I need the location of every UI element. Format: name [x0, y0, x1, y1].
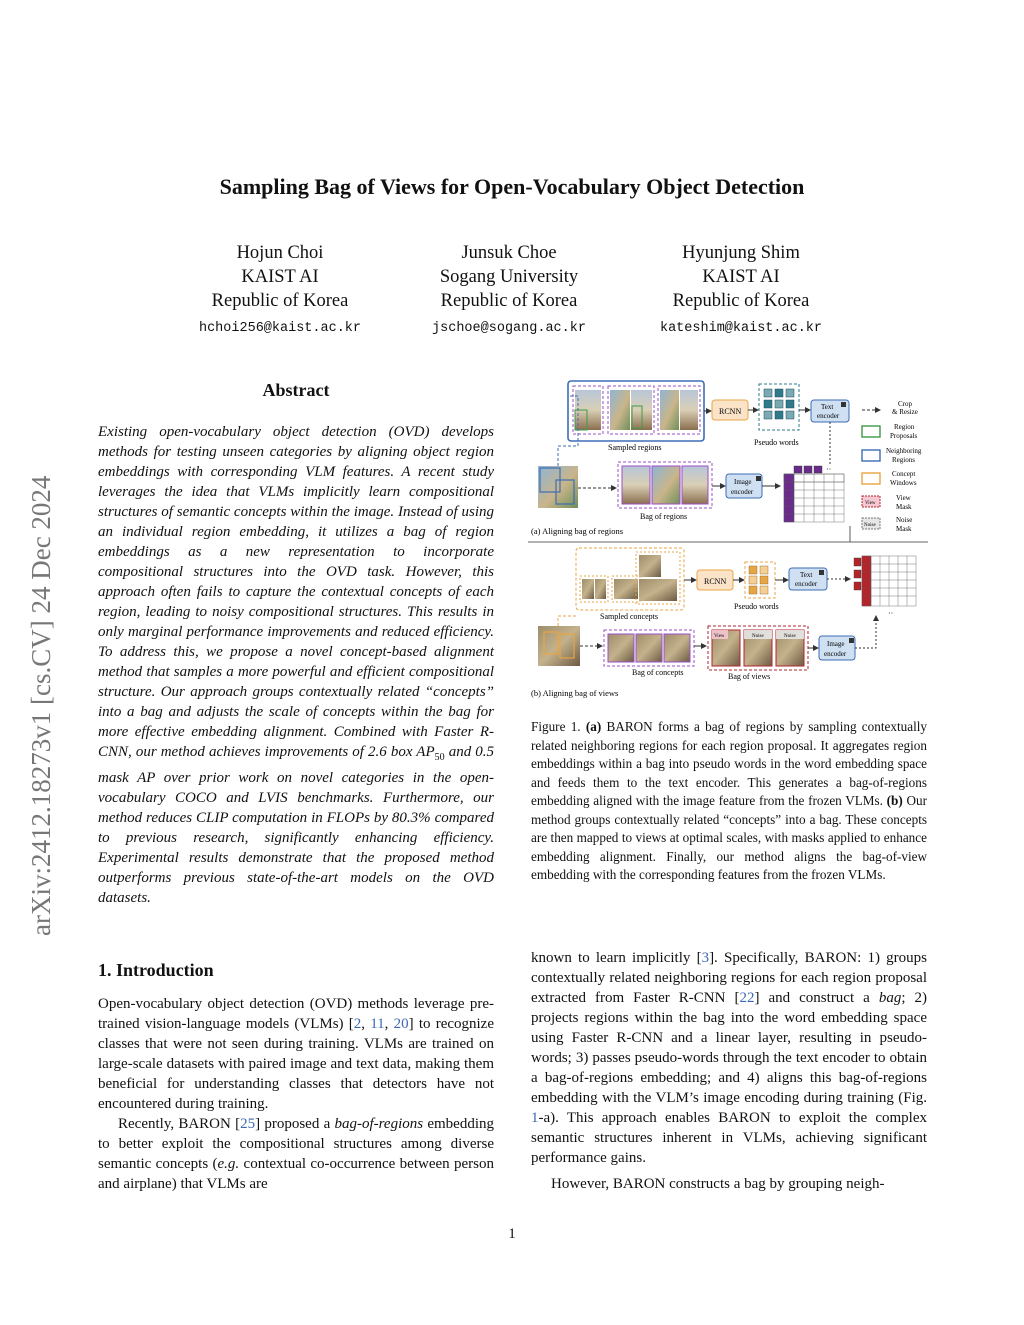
- ap-subscript: 50: [434, 752, 445, 763]
- abstract-heading: Abstract: [262, 380, 330, 400]
- label: RCNN: [719, 407, 742, 416]
- input-image: [538, 466, 578, 508]
- figure-caption: [531, 718, 927, 885]
- paragraph: [531, 948, 927, 1168]
- paragraph: However, BARON constructs a bag by grouping neigh-: [551, 1176, 885, 1192]
- label: encoder: [824, 650, 847, 658]
- text-run: ] to recognize classes that were not seen during training. VLMs are trained on large-scale datasets with paired image and text data, making them beneficial for understanding classes that detectors have not encountered during training.: [98, 1016, 494, 1112]
- legend-label: Mask: [896, 525, 912, 533]
- page-number: 1: [508, 1226, 516, 1242]
- label: Pseudo words: [734, 602, 779, 611]
- figure-link[interactable]: 1: [531, 1110, 539, 1126]
- label: encoder: [795, 580, 818, 588]
- author-email[interactable]: jschoe@sogang.ac.kr: [432, 321, 586, 336]
- text-run: ] and construct a: [754, 990, 879, 1006]
- paragraph: [98, 994, 494, 1114]
- text-run: ; 2) projects regions within the bag into the word embedding space using Faster R-CNN and a linear layer, resulting in pseudo-words; 3) passes pseudo-words through the text encoder to obtain a bag-of-regions embedding; and 4) aligns this bag-of-regions embedding with the VLM’s image encoding during training (Fig.: [531, 990, 927, 1106]
- author-email[interactable]: kateshim@kaist.ac.kr: [659, 321, 823, 336]
- region-image: [680, 390, 698, 430]
- legend-label: View: [896, 494, 911, 502]
- label: encoder: [731, 488, 754, 496]
- author-country: Republic of Korea: [440, 291, 578, 311]
- intro-left-column: [98, 994, 494, 1194]
- label: Text: [821, 403, 834, 411]
- alignment-matrix: [784, 474, 844, 522]
- citation-link[interactable]: 2: [353, 1016, 362, 1032]
- legend-label: Noise: [864, 523, 876, 528]
- text-run: ]. Specifically, BARON: 1) groups contextually related neighboring regions for each region proposal extracted from Faster R-CNN [: [531, 950, 927, 1006]
- author-country: Republic of Korea: [211, 291, 349, 311]
- text-run: contextual co-occurrence between person and airplane) that VLMs are: [98, 1156, 494, 1192]
- text-run: embedding to better exploit the compositional structures among diverse semantic concepts (: [98, 1116, 494, 1172]
- region-image: [660, 390, 679, 430]
- text-run: Open-vocabulary object detection (OVD) methods leverage pre-trained vision-language models (VLMs) [: [98, 996, 494, 1032]
- text-run: -a). This approach enables BARON to exploit the complex semantic structures inherent in VLMs, achieving significant performance gains.: [531, 1110, 927, 1166]
- legend-label: Concept: [892, 470, 916, 478]
- lock-icon: [849, 638, 854, 643]
- author-block: [591, 241, 891, 341]
- caption-text: Our method groups contextually related “concepts” into a bag. These concepts are then mapped to views at optimal scales, with masks applied to enhance embedding alignment. Finally, our method aligns the bag-of-view embedding with the corresponding features from the frozen VLMs.: [531, 793, 927, 882]
- subfigure-label: (a) Aligning bag of regions: [531, 526, 624, 536]
- label: Noise: [752, 634, 764, 639]
- author-country: Republic of Korea: [672, 291, 810, 311]
- abstract-text: [98, 422, 494, 908]
- text-run: ,: [361, 1016, 371, 1032]
- caption-part-marker: (a): [585, 719, 602, 734]
- legend-label: Noise: [896, 516, 913, 524]
- caption-label: Figure 1.: [531, 719, 586, 734]
- legend: [862, 400, 922, 533]
- label: Sampled regions: [608, 443, 662, 452]
- legend-label: Regions: [892, 456, 915, 464]
- label: RCNN: [704, 577, 727, 586]
- legend-label: Mask: [896, 503, 912, 511]
- author-email[interactable]: hchoi256@kaist.ac.kr: [198, 321, 362, 336]
- emphasis: e.g.: [217, 1156, 240, 1172]
- label: Sampled concepts: [600, 612, 658, 621]
- text-run: known to learn implicitly [: [531, 950, 702, 966]
- label: Bag of regions: [640, 512, 688, 521]
- label: Noise: [784, 634, 796, 639]
- label: View: [714, 634, 725, 639]
- abstract-part-2: and 0.5 mask AP over prior work on novel categories in the open-vocabulary COCO and LVIS benchmarks. Furthermore, our method reduces CLIP computation in FLOPs by 80.3% compared to previous research, significantly enhancing efficiency. Experimental results demonstrate that the proposed method outperforms previous state-of-the-art models on the OVD datasets.: [98, 744, 494, 906]
- legend-label: Windows: [890, 479, 917, 487]
- legend-label: Crop: [898, 400, 912, 408]
- label: encoder: [817, 412, 840, 420]
- text-run: ] proposed a: [255, 1116, 335, 1132]
- author-name: Junsuk Choe: [461, 243, 557, 263]
- legend-label: Proposals: [890, 432, 918, 440]
- lock-icon: [841, 402, 846, 407]
- label: Text: [800, 571, 813, 579]
- author-name: Hyunjung Shim: [682, 243, 800, 263]
- citation-link[interactable]: 25: [240, 1116, 256, 1132]
- legend-label: Neighboring: [886, 447, 922, 455]
- citation-link[interactable]: 3: [701, 950, 710, 966]
- label: Pseudo words: [754, 438, 799, 447]
- author-affiliation: Sogang University: [439, 267, 579, 287]
- lock-icon: [756, 476, 761, 481]
- figure-1: [528, 376, 928, 706]
- citation-link[interactable]: 22: [739, 990, 755, 1006]
- text-run: ,: [384, 1016, 394, 1032]
- lock-icon: [819, 570, 824, 575]
- label: Image: [827, 640, 845, 648]
- svg-text:··: ··: [888, 609, 894, 618]
- region-image: [610, 390, 630, 430]
- legend-label: View: [865, 501, 876, 506]
- author-affiliation: KAIST AI: [241, 267, 319, 287]
- subfigure-label: (b) Aligning bag of views: [531, 688, 619, 698]
- paper-title: Sampling Bag of Views for Open-Vocabulary Object Detection: [219, 174, 805, 199]
- text-run: Recently, BARON [: [118, 1116, 241, 1132]
- author-name: Hojun Choi: [236, 243, 324, 263]
- citation-link[interactable]: 20: [393, 1016, 409, 1032]
- author-affiliation: KAIST AI: [702, 267, 780, 287]
- legend-label: & Resize: [892, 408, 918, 416]
- legend-label: Region: [894, 423, 915, 431]
- label: ··: [826, 465, 832, 474]
- emphasis: bag: [878, 990, 902, 1006]
- alignment-matrix: [862, 556, 916, 606]
- paragraph: [98, 1114, 494, 1194]
- arxiv-stamp[interactable]: [22, 350, 58, 940]
- intro-right-column: [531, 948, 927, 1194]
- label: Bag of concepts: [632, 668, 684, 677]
- caption-part-marker: (b): [886, 793, 903, 808]
- caption-text: BARON forms a bag of regions by sampling contextually related neighboring regions for each region proposal. It aggregates region embeddings within a bag into pseudo words in the word embedding space and feeds them to the text encoder. This generates a bag-of-regions embedding aligned with the image feature from the frozen VLMs.: [531, 719, 927, 808]
- label: Bag of views: [728, 672, 771, 681]
- label: Image: [734, 478, 752, 486]
- abstract-part-1: Existing open-vocabulary object detection (OVD) develops methods for testing unseen categories by aligning object region embeddings with corresponding VLM features. A recent study leverages the idea that VLMs implicitly learn compositional structures of semantic concepts within the image. Instead of using an individual region embedding, it utilizes a bag of region embeddings as a new representation to incorporate compositional structures into the OVD task. However, this approach often fails to capture the contextual concepts of each region, leading to noisy compositional structures. This results in only marginal performance improvements and reduced efficiency. To address this, we propose a novel concept-based alignment method that samples a more powerful and efficient compositional structure. Our approach groups contextually related “concepts” into a bag and adjusts the scale of concepts within the bag for more effective embedding alignment. Combined with Faster R-CNN, our method achieves improvements of 2.6 box AP: [98, 424, 494, 760]
- emphasis: bag-of-regions: [334, 1116, 424, 1132]
- arxiv-stamp-text: arXiv:2412.18273v1 [cs.CV] 24 Dec 2024: [26, 475, 56, 936]
- citation-link[interactable]: 11: [370, 1016, 385, 1032]
- section-heading: 1. Introduction: [98, 960, 214, 980]
